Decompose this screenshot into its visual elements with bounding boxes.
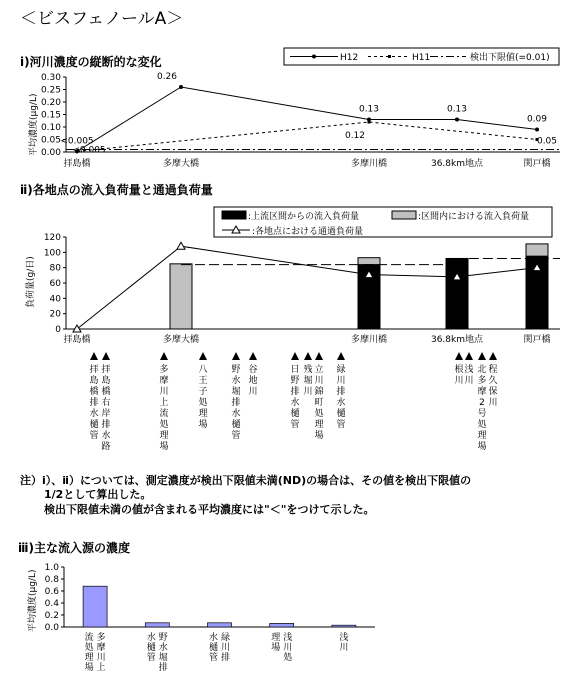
legend-limit-label: 検出下限値(=0.01)	[470, 53, 550, 63]
chart1-data-label: 0.13	[446, 104, 468, 115]
chart3-x-tick-label	[85, 631, 106, 673]
source-label-text: 日野排水樋管	[290, 365, 300, 430]
chart3-y-tick-label: 0.4	[44, 599, 59, 609]
source-triangle-marker	[291, 352, 299, 360]
chart1-y-tick-label: 0.20	[40, 98, 61, 108]
chart1-y-tick-label: 0.30	[40, 73, 61, 83]
chart2-bar-section	[358, 258, 380, 265]
source-triangle-marker	[199, 352, 207, 360]
source-label-text: 根川	[454, 365, 464, 386]
source-triangle-marker	[489, 352, 497, 360]
chart2-passing-point	[177, 242, 185, 249]
chart2-ylabel: 負荷量(g/日)	[26, 256, 36, 308]
note-line-3: 検出下限値未満の値が含まれる平均濃度には"＜"をつけて示した。	[44, 503, 375, 516]
source-label	[454, 363, 463, 386]
chart1-point-h12	[455, 118, 459, 122]
chart2-y-tick-label: 80	[49, 263, 61, 274]
chart2-y-tick-label: 60	[49, 279, 61, 289]
legend-h11-marker	[388, 55, 391, 58]
chart2-bar-upstream	[446, 258, 468, 329]
chart3-x-tick-label	[271, 631, 292, 663]
chart3-x-tick-label-text: 浅川処	[283, 633, 293, 663]
chart2-legend	[214, 207, 552, 237]
chart3-y-tick-label: 1.0	[44, 563, 59, 573]
chart3-x-tick-label	[339, 631, 348, 653]
legend-upstream-label: :上流区間からの流入負荷量	[248, 212, 360, 222]
chart1-x-tick-label: 多摩川橋	[350, 159, 388, 169]
note-line-2: 1/2として算出した。	[44, 488, 152, 501]
chart1-data-label: <0.005	[60, 136, 94, 147]
chart1-line	[41, 72, 560, 169]
source-label-text: 北多摩 2 号処理場	[477, 365, 487, 452]
source-label	[290, 364, 299, 430]
chart3-x-tick-label	[209, 631, 230, 663]
source-label-text: 八王子処理場	[198, 365, 208, 430]
source-label	[159, 363, 168, 452]
chart3-x-tick-label-text: 多摩川上	[96, 633, 106, 673]
source-triangle-marker	[102, 352, 110, 360]
chart1-point-h11	[368, 121, 371, 124]
source-label	[303, 363, 312, 397]
chart2-bar-section	[526, 244, 548, 256]
chart3-x-tick-label	[147, 631, 168, 673]
chart2-x-tick-label: 多摩大橋	[162, 335, 200, 345]
chart2-x-tick-label: 関戸橋	[523, 335, 551, 345]
chart3-bar	[145, 623, 169, 627]
source-label-text: 浅川	[464, 365, 474, 386]
note-line-1: 注）ⅰ）、ⅱ）については、測定濃度が検出下限値未満(ND)の場合は、その値を検出下限値の	[20, 474, 472, 487]
legend-section-label: :区間内における流入負荷量	[418, 212, 530, 222]
source-triangle-marker	[304, 352, 312, 360]
source-triangle-marker	[249, 352, 257, 360]
source-label	[488, 364, 497, 408]
chart3-bar	[83, 586, 107, 627]
chart2-y-tick-label: 20	[49, 309, 61, 320]
chart1-data-label: 0.09	[526, 114, 548, 125]
source-label	[314, 363, 323, 441]
chart2-x-tick-label: 拝島橋	[63, 335, 91, 345]
chart1-x-tick-label: 多摩大橋	[162, 159, 200, 169]
chart3-ylabel: 平均濃度(μg/L)	[28, 569, 38, 632]
source-label-text: 拝島橋右岸排水路	[101, 365, 111, 452]
chart1-point-h12	[179, 85, 183, 89]
chart1-y-tick-label: 0.25	[40, 85, 61, 96]
chart3-bar	[45, 563, 375, 673]
chart2-y-tick-label: 0	[55, 325, 61, 335]
chart1-data-label: <0.005	[72, 145, 106, 156]
source-label	[248, 364, 257, 397]
chart2-x-tick-label: 多摩川橋	[350, 335, 388, 345]
chart2-bar-section	[170, 264, 192, 329]
chart1-x-tick-label: 拝島橋	[63, 159, 91, 169]
source-label-text: 拝島橋排水樋管	[89, 365, 99, 441]
source-triangle-marker	[90, 352, 98, 360]
chart1-data-label: 0.26	[156, 72, 178, 82]
chart1-ylabel: 平均濃度(μg/L)	[29, 93, 39, 156]
chart3-bar	[208, 623, 232, 627]
chart2-y-tick-label: 100	[43, 248, 61, 259]
chart1-legend	[284, 48, 559, 65]
chart1-x-tick-label: 関戸橋	[523, 159, 551, 169]
source-triangle-marker	[160, 352, 168, 360]
chart1-y-tick-label: 0.00	[40, 148, 61, 158]
source-label-text: 野水堀排水樋管	[231, 365, 241, 441]
source-label-text: 程久保川	[488, 365, 498, 408]
chart1-x-tick-label: 36.8km地点	[430, 159, 484, 169]
chart3-y-tick-label: 0.2	[44, 611, 59, 621]
chart1-series-h11-line	[77, 122, 537, 151]
chart3-bar	[270, 623, 294, 627]
chart1-y-tick-label: 0.15	[40, 110, 61, 121]
source-label	[336, 364, 345, 430]
chart1-data-label: 0.05	[536, 136, 558, 147]
source-triangle-marker	[232, 352, 240, 360]
legend-passing-label: :各地点における通過負荷量	[252, 227, 364, 237]
chart3-x-tick-label-text: 野水堀排	[158, 633, 168, 673]
source-label-text: 残堀川	[303, 365, 313, 397]
chart1-data-label: 0.12	[344, 131, 366, 141]
source-label	[477, 363, 486, 452]
chart3-x-tick-label-text: 浅川	[339, 633, 349, 653]
legend-h12-marker	[312, 55, 316, 59]
legend-h11-label: H11	[412, 53, 431, 63]
chart3-bar	[332, 625, 356, 627]
legend-section-swatch	[392, 211, 416, 219]
source-label-text: 立川錦町処理場	[314, 365, 324, 441]
chart2-title: ⅱ)各地点の流入負荷量と通過負荷量	[20, 183, 213, 197]
chart2-y-tick-label: 40	[49, 294, 61, 305]
chart1-data-label: 0.13	[358, 104, 380, 115]
chart1-point-h12	[535, 128, 539, 132]
legend-h12-label: H12	[340, 53, 359, 63]
source-label-text: 多摩川上流処理場	[159, 365, 169, 452]
source-label-text: 谷地川	[248, 365, 258, 397]
chart3-title: ⅲ)主な流入源の濃度	[18, 541, 130, 555]
chart3-x-tick-label-text: 理場	[271, 633, 281, 653]
source-label	[89, 363, 98, 441]
inflow-sources	[89, 352, 497, 452]
chart1-title: ⅰ)河川濃度の縦断的な変化	[20, 55, 162, 69]
chart3-x-tick-label-text: 緑川排	[220, 633, 231, 663]
chart1-y-tick-label: 0.05	[40, 135, 61, 146]
legend-upstream-swatch	[222, 211, 246, 219]
source-triangle-marker	[315, 352, 323, 360]
chart1-y-tick-label: 0.10	[40, 123, 61, 133]
page-title: ＜ビスフェノールA＞	[20, 9, 184, 29]
source-triangle-marker	[465, 352, 473, 360]
chart2-x-tick-label: 36.8km地点	[430, 335, 484, 345]
chart2-bar	[44, 233, 560, 345]
source-triangle-marker	[478, 352, 486, 360]
source-label-text: 緑川排水樋管	[336, 365, 346, 430]
source-label	[464, 363, 473, 386]
chart1-series-h12-line	[77, 87, 537, 151]
source-label	[198, 364, 207, 430]
source-triangle-marker	[337, 352, 345, 360]
chart3-y-tick-label: 0.0	[44, 623, 59, 633]
chart3-x-tick-label-text: 流処理場	[84, 633, 94, 673]
source-label	[231, 364, 240, 441]
chart3-y-tick-label: 0.6	[44, 587, 59, 597]
source-label	[101, 363, 110, 452]
source-triangle-marker	[455, 352, 463, 360]
chart3-y-tick-label: 0.8	[44, 575, 59, 585]
chart3-x-tick-label-text: 水樋管	[146, 633, 156, 663]
chart2-y-tick-label: 120	[43, 233, 61, 243]
chart3-x-tick-label-text: 水樋管	[208, 633, 219, 663]
